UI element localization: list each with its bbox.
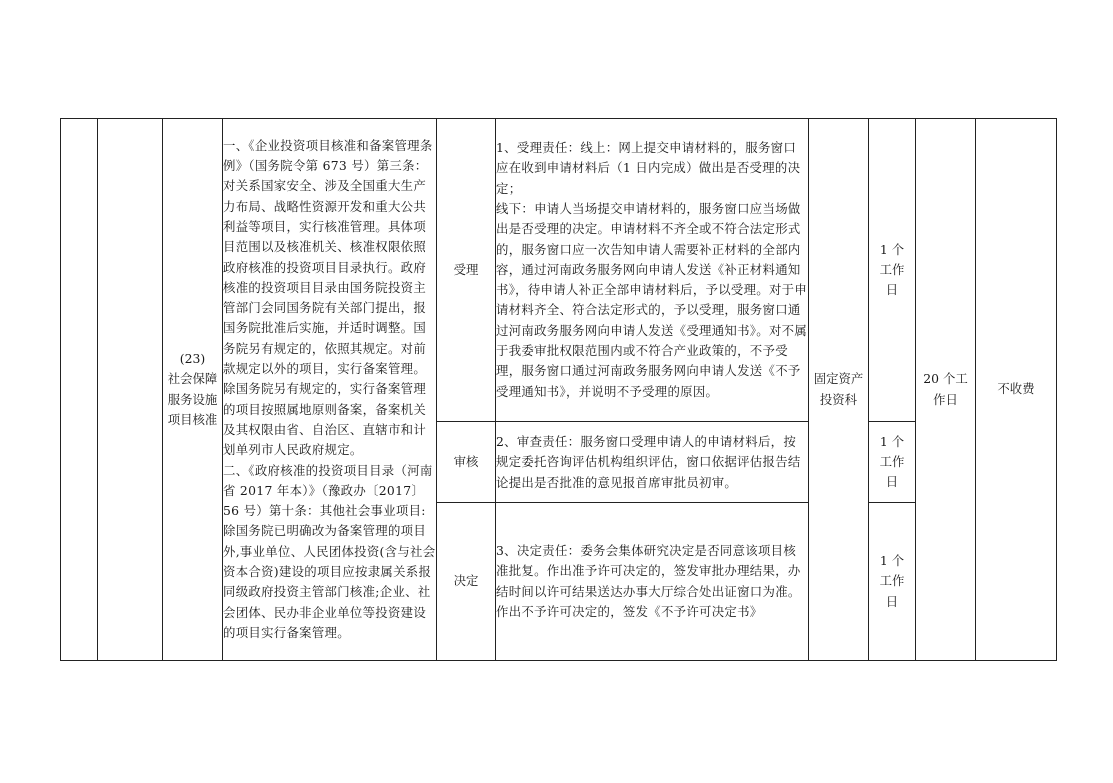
table-row [61, 119, 1057, 422]
stage-name-review: 审核 [437, 422, 496, 503]
stage-description-decide: 3、决定责任：委务会集体研究决定是否同意该项目核准批复。作出准予许可决定的，签发审批办理结果，办结时间以许可结果送达办事大厅综合处出证窗口为准。作出不予许可决定的，签发《不予许可决定书》 [496, 503, 809, 661]
category-cell: 固定资产投资科 [809, 119, 869, 661]
stage-time-accept: 1 个工作日 [869, 119, 916, 422]
total-time-cell: 20 个工作日 [916, 119, 976, 661]
blank-cell-1 [61, 119, 98, 661]
stage-time-review: 1 个工作日 [869, 422, 916, 503]
stage-description-review: 2、审查责任：服务窗口受理申请人的申请材料后，按规定委托咨询评估机构组织评估，窗口依据评估报告结论提出是否批准的意见报首席审批员初审。 [496, 422, 809, 503]
blank-cell-2 [98, 119, 163, 661]
stage-name-decide: 决定 [437, 503, 496, 661]
fee-cell: 不收费 [976, 119, 1057, 661]
approval-table [60, 118, 1057, 661]
legal-basis-cell: 一、《企业投资项目核准和备案管理条例》（国务院令第 673 号）第三条：对关系国家安全、涉及全国重大生产力布局、战略性资源开发和重大公共利益等项目，实行核准管理。具体项目范围以及核准机关、核准权限依照政府核准的投资项目目录执行。政府核准的投资项目目录由国务院投资主管部门会同国务院有关部门提出，报国务院批准后实施，并适时调整。国务院另有规定的，依照其规定。对前款规定以外的项目，实行备案管理。除国务院另有规定的，实行备案管理的项目按照属地原则备案，备案机关及其权限由省、自治区、直辖市和计划单列市人民政府规定。 二、《政府核准的投资项目目录（河南省 2017 年本）》（豫政办〔2017〕56 号）第十条：其他社会事业项目:除国务院已明确改为备案管理的项目外,事业单位、人民团体投资(含与社会资本合资)建设的项目应按隶属关系报同级政府投资主管部门核准;企业、社会团体、民办非企业单位等投资建设的项目实行备案管理。 [223, 119, 437, 661]
stage-time-decide: 1 个工作日 [869, 503, 916, 661]
item-name-cell: (23) 社会保障服务设施项目核准 [163, 119, 223, 661]
stage-name-accept: 受理 [437, 119, 496, 422]
stage-description-accept: 1、受理责任：线上：网上提交申请材料的，服务窗口应在收到申请材料后（1 日内完成）做出是否受理的决定； 线下：申请人当场提交申请材料的，服务窗口应当场做出是否受理的决定。申请材料不齐全或不符合法定形式的，服务窗口应一次告知申请人需要补正材料的全部内容，通过河南政务服务网向申请人发送《补正材料通知书》，待申请人补正全部申请材料后，予以受理。对于申请材料齐全、符合法定形式的，予以受理，服务窗口通过河南政务服务网向申请人发送《受理通知书》。对不属于我委审批权限范围内或不符合产业政策的，不予受理，服务窗口通过河南政务服务网向申请人发送《不予受理通知书》，并说明不予受理的原因。 [496, 119, 809, 422]
